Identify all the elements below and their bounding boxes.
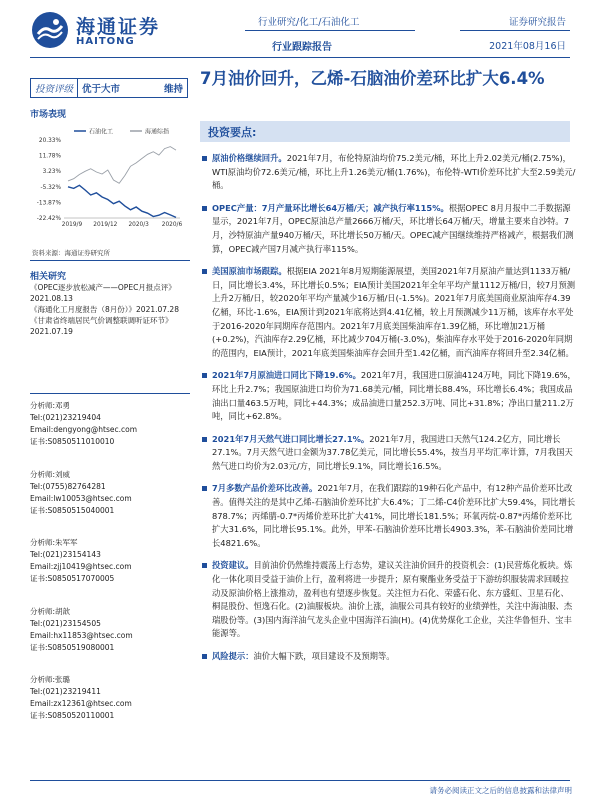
analyst-tel: Tel:(021)23219404	[30, 413, 101, 422]
report-type: 行业跟踪报告	[272, 42, 332, 53]
key-point-body: 2021年7月，在我们跟踪的19种石化产品中，有12种产品价差环比改善。值得关注的是其中乙烯-石脑油价差环比扩大6.4%；丁二烯-C4价差环比扩大59.4%，同比增长878.7%；丙烯腈-0.7*丙烯价差环比扩大41%，同比增长181.5%；环氧丙烷-0.87*丙烯价差环比扩大31.6%，同比增长95.1%。此外，甲苯-石脑油价差环比增长4903.3%，苯-石脑油价差同比增长4821.6%。	[212, 483, 576, 548]
analyst-cert: 证书:S0850520110001	[30, 711, 115, 720]
x-tick-label: 2019/12	[93, 222, 118, 228]
analyst-email[interactable]: Email:dengyong@htsec.com	[30, 425, 138, 434]
key-point	[200, 650, 576, 664]
header-rule	[30, 57, 570, 58]
key-points-list	[200, 152, 576, 664]
key-point-heading: 2021年7月原油进口同比下降19.6%。	[212, 370, 361, 381]
analyst-cert: 证书:S0850519080001	[30, 642, 115, 652]
key-point-heading: 7月多数产品价差环比改善。	[212, 483, 318, 494]
investment-rating	[30, 78, 188, 98]
x-tick-label: 2019/9	[61, 222, 83, 228]
analyst-name: 分析师:朱军军	[30, 538, 78, 547]
analyst-card	[30, 604, 192, 673]
report-label: 证券研究报告	[508, 17, 566, 28]
related-research-title: 相关研究	[30, 272, 67, 282]
key-point-heading: 2021年7月天然气进口同比增长27.1%。	[212, 433, 370, 444]
key-point-heading: 投资建议。	[212, 560, 254, 571]
analyst-card	[30, 398, 192, 467]
key-point-body: 2021年7月，我国进口原油4124万吨，同比下降19.6%，环比上升2.7%；我国原油进口均价为71.68美元/桶，同比增长88.4%，环比增长6.4%；我国成品油出口量463.5万吨，同比+44.3%；成品油进口量252.3万吨、同比+31.8%；净出口量211.2万吨，同比+62.8%。	[212, 370, 576, 422]
legend-label: 石油化工	[89, 128, 114, 136]
header-divider	[245, 30, 415, 31]
footer-rule	[30, 780, 570, 781]
series-line	[68, 147, 176, 184]
analyst-card	[30, 535, 192, 604]
market-performance-chart	[30, 124, 190, 230]
analyst-card	[30, 672, 192, 741]
chart-source: 资料来源：海通证券研究所	[32, 249, 110, 257]
analyst-name: 分析师:胡歆	[30, 606, 71, 616]
analyst-tel: Tel:(021)23154143	[30, 550, 101, 559]
analyst-tel: Tel:(0755)82764281	[30, 481, 106, 491]
analyst-list	[30, 398, 192, 741]
report-category: 行业研究/化工/石油化工	[258, 17, 360, 28]
key-point-body: 根据EIA 2021年8月短期能源展望，美国2021年7月原油产量达到1133万桶/日，同比增长3.4%，环比增长0.5%；EIA预计美国2021年全年平均产量1112万桶/日，较7月预测上升2万桶/日，较2020年平均产量减少16万桶/日(-1.5%)。2021年7月底美国商业原油库存4.39亿桶，环比-1.6%，EIA预计到2021年底将达到4.41亿桶，较上月预测减少11万桶，该库存水平处于2016-2020年同期库存范围内。2021年7月底美国柴油库存1.39亿桶，环比增加21万桶(+0.2%)，汽油库存2.29亿桶，环比减少704万桶(-3.0%)，柴油库存水平处于2016-2020年同期的范围内，EIA预计，2021年底美国柴油库存会回升至1.42亿桶，而汽油库存将回升至2.34亿桶。	[212, 266, 576, 358]
key-point-heading: 美国原油市场跟踪。	[212, 266, 287, 277]
analyst-email[interactable]: Email:hx11853@htsec.com	[30, 630, 133, 640]
analyst-cert: 证书:S0850515040001	[30, 505, 115, 515]
y-tick-label: -13.87%	[36, 200, 61, 207]
report-date: 2021年08月16日	[489, 41, 566, 52]
key-point-body: 根据OPEC 8月月报中二手数据源显示，2021年7月，OPEC原油总产量2666万桶/天，环比增长64万桶/天，增量主要来自沙特。7月，沙特原油产量940万桶/天，环比增长50万桶/天。OPEC减产国继续维持严格减产，根据我们测算，OPEC减产国7月减产执行率115%。	[212, 202, 574, 254]
key-point	[200, 152, 576, 193]
key-point	[200, 559, 576, 641]
key-point	[200, 369, 576, 423]
analyst-cert: 证书:S0850517070005	[30, 574, 115, 583]
related-research-item[interactable]: 《甘肃省终端居民气价调整联调听证环节》2021.07.19	[30, 316, 173, 336]
analyst-tel: Tel:(021)23219411	[30, 687, 101, 696]
related-research-item[interactable]: 《OPEC逐步放松减产——OPEC月报点评》2021.08.13	[30, 283, 176, 303]
footer-disclaimer: 请务必阅读正文之后的信息披露和法律声明	[429, 786, 572, 795]
related-research-item[interactable]: 《海通化工月度报告（8月份）》2021.07.28	[30, 305, 179, 314]
report-header	[0, 0, 600, 60]
rating-value: 优于大市	[82, 84, 121, 95]
key-point-body: 2021年7月，我国进口天然气124.2亿方，同比增长27.1%。7月天然气进口金额为37.78亿美元，同比增长55.4%，按当月平均汇率计算，7月我国天然气进口均价为2.03元/方，同比增长9.1%，同比增长16.5%。	[212, 433, 573, 471]
key-points-bar	[200, 121, 570, 142]
report-title: 7月油价回升，乙烯-石脑油价差环比扩大6.4%	[200, 69, 545, 88]
analyst-name: 分析师:刘威	[30, 469, 71, 479]
key-point	[200, 433, 576, 474]
key-point-body: 目前油价仍然维持震荡上行态势，建议关注油价回升的投资机会：(1)民营炼化板块。炼化一体化项目受益于油价上行，盈利将进一步提升；原有聚酯业务受益于下游纺织服装需求回暖拉动及原油价格上涨推动，盈利也有望逐步恢复。关注恒力石化、荣盛石化、东方盛虹、卫星石化、桐昆股份、恒逸石化。(2)油服板块。油价上涨，油服公司具有较好的业绩弹性，关注中海油服、杰瑞股份等。(3)国内海洋油气龙头企业中国海洋石油(H)。(4)优势煤化工企业，关注华鲁恒升、宝丰能源等。	[212, 560, 573, 639]
header-divider-right	[460, 30, 570, 31]
analyst-email[interactable]: Email:lw10053@htsec.com	[30, 493, 132, 503]
x-tick-label: 2020/6	[161, 222, 183, 228]
logo-chinese-name: 海通证券	[76, 16, 161, 38]
section-divider	[30, 260, 190, 261]
logo-english-name: HAITONG	[76, 36, 135, 47]
section-divider	[30, 393, 190, 394]
y-tick-label: 3.23%	[42, 169, 61, 176]
key-point-heading: 风险提示：	[212, 651, 254, 661]
related-research-list	[30, 282, 192, 337]
analyst-name: 分析师:张璐	[30, 675, 71, 684]
key-point	[200, 265, 576, 360]
key-points-title: 投资要点:	[208, 126, 257, 139]
analyst-card	[30, 467, 192, 536]
series-line	[68, 185, 176, 217]
analyst-cert: 证书:S0850511010010	[30, 437, 115, 446]
key-point-body: 2021年7月，布伦特原油均价75.2美元/桶，环比上升2.02美元/桶(2.75%)，WTI原油均价72.6美元/桶，环比上升1.26美元/桶(1.76%)，布伦特-WTI价差环比扩大至2.59美元/桶。	[212, 153, 576, 191]
rating-label: 投资评级	[31, 79, 78, 97]
key-point-body: 油价大幅下跌，项目建设不及预期等。	[253, 651, 395, 661]
y-tick-label: 11.78%	[38, 153, 61, 160]
key-point-heading: OPEC产量：7月产量环比增长64万桶/天；减产执行率115%。	[212, 202, 449, 213]
logo-emblem-icon	[32, 12, 68, 48]
analyst-email[interactable]: Email:zx12361@htsec.com	[30, 699, 132, 708]
key-point-heading: 原油价格继续回升。	[212, 153, 287, 163]
x-tick-label: 2020/3	[128, 222, 149, 228]
analyst-name: 分析师:邓勇	[30, 401, 71, 410]
analyst-tel: Tel:(021)23154505	[30, 618, 101, 628]
key-point	[200, 482, 576, 550]
legend-label: 海通综指	[145, 128, 170, 136]
haitong-logo	[32, 10, 192, 50]
market-performance-title: 市场表现	[30, 110, 67, 120]
y-tick-label: -5.32%	[40, 184, 61, 191]
y-tick-label: 20.33%	[38, 138, 61, 144]
key-point	[200, 202, 576, 256]
rating-change: 维持	[163, 84, 183, 95]
y-tick-label: -22.42%	[36, 216, 61, 222]
analyst-email[interactable]: Email:zjj10419@htsec.com	[30, 562, 132, 571]
